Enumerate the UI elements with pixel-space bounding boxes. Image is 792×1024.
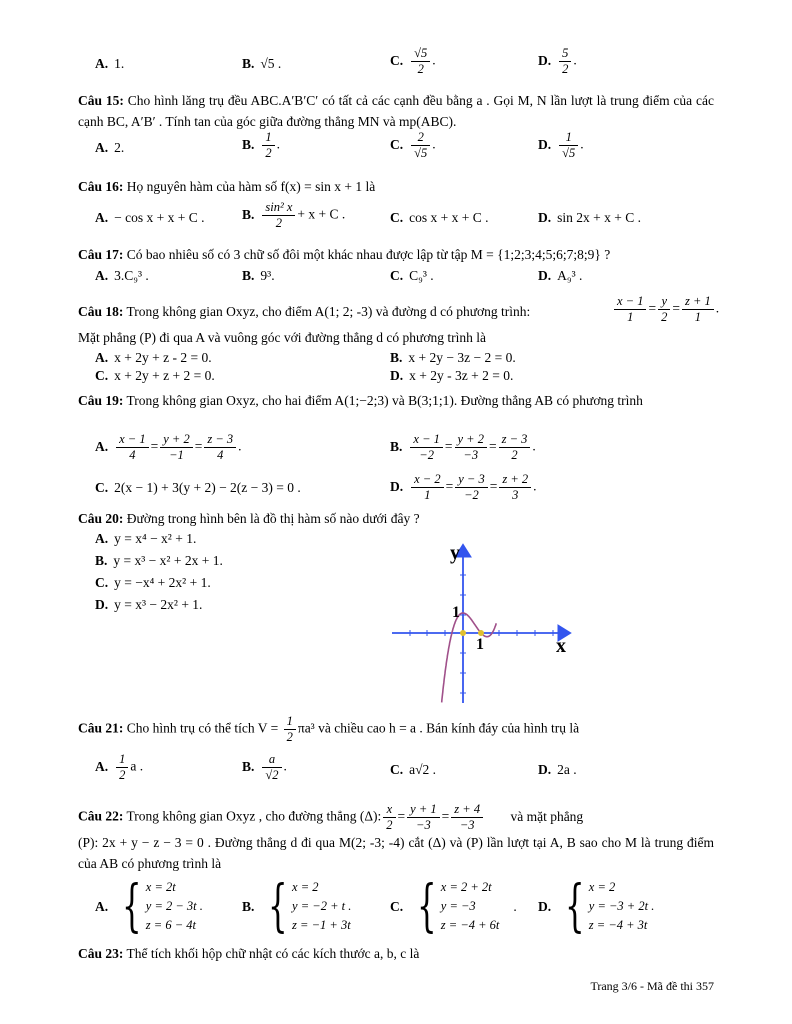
q19-option-b[interactable]: B. $\frac{x - 1}{-2}$ = $\frac{y + 2}{-3}$ = $\frac{z - 3}{2}$ .	[390, 432, 536, 462]
q18-stem: Câu 18: Trong không gian Oxyz, cho điểm A(1; 2; -3) và đường d có phương trình:	[78, 304, 531, 319]
q22-option-d[interactable]: D. { x = 2 y = −3 + 2t . z = −4 + 3t	[538, 873, 655, 939]
q21-option-c[interactable]: C. a√2 .	[390, 762, 437, 777]
q15-option-a[interactable]: A. 2.	[95, 140, 125, 155]
q17-option-b[interactable]: B. 9³.	[242, 268, 275, 283]
q20-option-a[interactable]: A. y = x⁴ − x² + 1.	[95, 531, 197, 546]
q16-option-d[interactable]: D. sin 2x + x + C .	[538, 210, 641, 225]
q15-option-d[interactable]: D. $\frac{1}{√5}$ .	[538, 130, 584, 160]
x-tick-label: 1	[476, 636, 484, 653]
q18-line-equation: $\frac{x - 1}{1}$ = $\frac{y}{2}$ = $\frac{z + 1}{1}$ .	[612, 294, 719, 325]
q20-option-b[interactable]: B. y = x³ − x² + 2x + 1.	[95, 553, 223, 568]
q14-option-a[interactable]: A. 1.	[95, 56, 125, 71]
origin-point	[460, 630, 466, 636]
q16-option-a[interactable]: A. − cos x + x + C .	[95, 210, 205, 225]
q21-option-a[interactable]: A. $\frac{1}{2}$ a .	[95, 752, 144, 782]
q17-option-c[interactable]: C. C₉³ .	[390, 268, 434, 283]
q22-stem-2: (P): 2x + y − z − 3 = 0 . Đường thẳng d đi qua M(2; -3; -4) cắt (Δ) và (P) lần lượt tại A, B sao cho M là trung điểm của AB có phương trình là	[78, 835, 714, 871]
q18-option-d[interactable]: D. x + 2y - 3z + 2 = 0.	[390, 368, 514, 383]
page-footer: Trang 3/6 - Mã đề thi 357	[590, 979, 714, 993]
q20-option-c[interactable]: C. y = −x⁴ + 2x² + 1.	[95, 575, 211, 590]
q21-stem: Câu 21: Cho hình trụ có thể tích V = $\frac{1}{2}$ πa³ và chiều cao h = a . Bán kính đáy của hình trụ là	[78, 714, 580, 744]
q16-option-c[interactable]: C. cos x + x + C .	[390, 210, 489, 225]
q19-stem: Câu 19: Trong không gian Oxyz, cho hai điểm A(1;−2;3) và B(3;1;1). Đường thẳng AB có phương trình	[78, 393, 643, 408]
q20-graph	[390, 535, 580, 705]
q22-stem: Câu 22: Trong không gian Oxyz , cho đường thẳng (Δ): $\frac{x}{2}$ = $\frac{y + 1}{-3}$ = $\frac{z + 4}{-3}$ và mặt phẳng	[78, 802, 584, 832]
q18-option-c[interactable]: C. x + 2y + z + 2 = 0.	[95, 368, 215, 383]
q22-option-c[interactable]: C. { x = 2 + 2t y = −3 z = −4 + 6t .	[390, 873, 517, 939]
q17-option-d[interactable]: D. A₉³ .	[538, 268, 583, 283]
q18-option-a[interactable]: A. x + 2y + z - 2 = 0.	[95, 350, 212, 365]
q18-stem-2: Mặt phẳng (P) đi qua A và vuông góc với đường thẳng d có phương trình là	[78, 330, 486, 345]
q19-option-a[interactable]: A. $\frac{x - 1}{4}$ = $\frac{y + 2}{-1}$ = $\frac{z - 3}{4}$ .	[95, 432, 242, 462]
q22-option-b[interactable]: B. { x = 2 y = −2 + t . z = −1 + 3t	[242, 873, 352, 939]
q15-option-c[interactable]: C. $\frac{2}{√5}$ .	[390, 130, 436, 160]
q20-option-d[interactable]: D. y = x³ − 2x² + 1.	[95, 597, 203, 612]
q14-option-b[interactable]: B. √5 .	[242, 56, 282, 71]
q21-option-d[interactable]: D. 2a .	[538, 762, 577, 777]
q17-option-a[interactable]: A. 3.C₉³ .	[95, 268, 149, 283]
q18-option-b[interactable]: B. x + 2y − 3z − 2 = 0.	[390, 350, 516, 365]
q19-option-c[interactable]: C. 2(x − 1) + 3(y + 2) − 2(z − 3) = 0 .	[95, 480, 301, 495]
function-curve	[442, 613, 497, 702]
q22-option-a[interactable]: A. { x = 2t y = 2 − 3t . z = 6 − 4t	[95, 873, 203, 939]
q17-stem: Câu 17: Có bao nhiêu số có 3 chữ số đôi một khác nhau được lập từ tập M = {1;2;3;4;5;6;7;8;9} ?	[78, 247, 611, 262]
q16-option-b[interactable]: B. $\frac{\text{sin² x}}{2}$ + x + C .	[242, 200, 346, 230]
q20-stem: Câu 20: Đường trong hình bên là đồ thị hàm số nào dưới đây ?	[78, 511, 420, 526]
q23-stem: Câu 23: Thể tích khối hộp chữ nhật có các kích thước a, b, c là	[78, 946, 420, 961]
q14-option-c[interactable]: C. $\frac{√5}{2}$ .	[390, 46, 436, 76]
q19-option-d[interactable]: D. $\frac{x - 2}{1}$ = $\frac{y - 3}{-2}$ = $\frac{z + 2}{3}$ .	[390, 472, 537, 502]
q15-stem: Câu 15: Cho hình lăng trụ đều ABC.A′B′C′ có tất cả các cạnh đều bằng a . Gọi M, N lần lượt là trung điểm của các cạnh BC, A′B′ . Tính tan của góc giữa đường thẳng MN và mp(ABC).	[78, 93, 714, 129]
x-axis-label: x	[556, 635, 566, 657]
y-tick-label: 1	[452, 604, 460, 621]
q14-option-d[interactable]: D. $\frac{5}{2}$ .	[538, 46, 577, 76]
q21-option-b[interactable]: B. $\frac{a}{√2}$ .	[242, 752, 287, 782]
y-axis-label: y	[450, 542, 460, 564]
q16-stem: Câu 16: Họ nguyên hàm của hàm số f(x) = sin x + 1 là	[78, 179, 376, 194]
q15-option-b[interactable]: B. $\frac{1}{2}$ .	[242, 130, 281, 160]
